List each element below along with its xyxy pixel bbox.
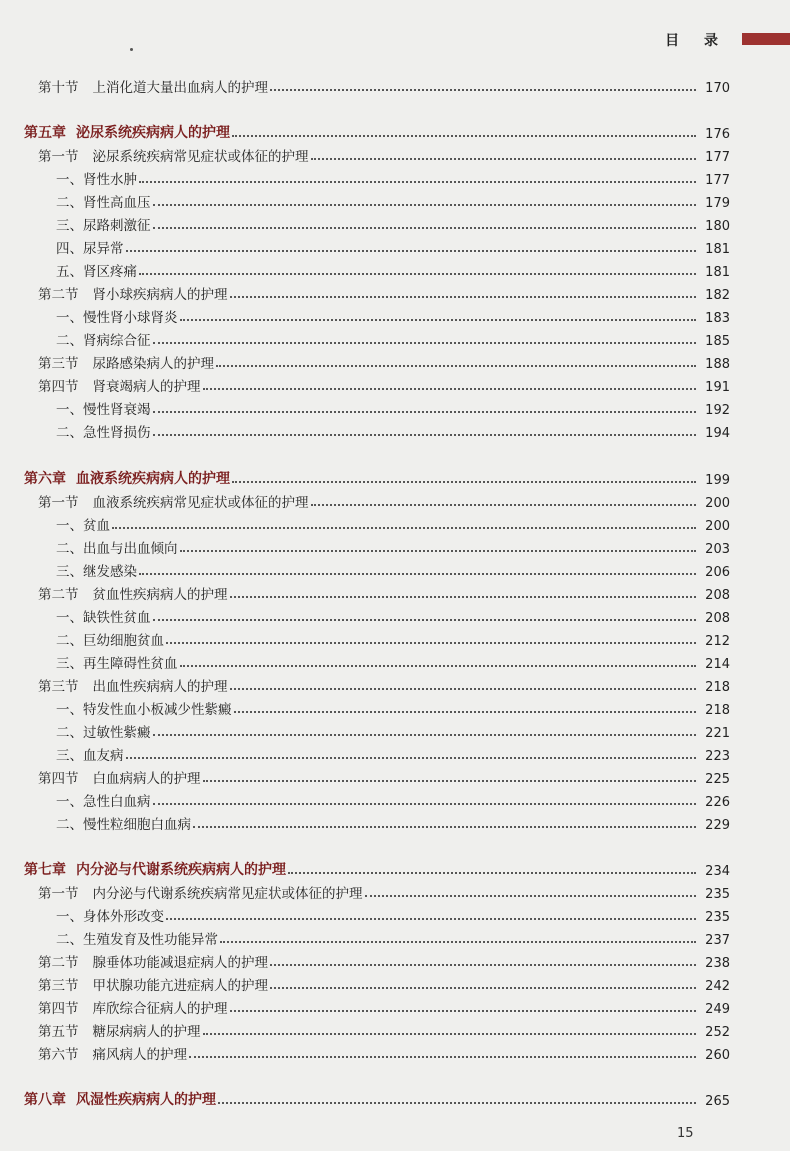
toc-entry-label (56, 537, 180, 557)
toc-entry-page: 192 (705, 403, 730, 418)
toc-entry-label (56, 813, 193, 833)
toc-entry-title: 风湿性疾病病人的护理 (76, 1092, 216, 1108)
toc-entry-label (56, 652, 180, 672)
toc-entry-label (56, 790, 153, 810)
toc-entry-page: 200 (705, 519, 730, 534)
toc-entry-label (56, 398, 153, 418)
dot-leader (203, 388, 697, 390)
toc-entry-title: 三、血友病 (56, 748, 124, 764)
toc-entry-page: 179 (705, 196, 730, 211)
toc-entry-number: 第五节 (38, 1024, 79, 1040)
toc-entry-page: 252 (705, 1025, 730, 1040)
dot-leader (139, 273, 696, 275)
dot-leader (220, 941, 696, 943)
toc-entry-item (56, 398, 730, 418)
toc-entry-label (24, 122, 232, 142)
toc-entry-number: 第五章 (24, 125, 66, 141)
toc-entry-label (38, 352, 216, 372)
toc-entry-section (38, 491, 730, 511)
toc-entry-number: 第四节 (38, 1001, 79, 1017)
toc-entry-section (38, 1043, 730, 1063)
toc-entry-section (38, 767, 730, 787)
toc-entry-title: 二、巨幼细胞贫血 (56, 633, 164, 649)
toc-entry-item (56, 560, 730, 580)
dot-leader (139, 181, 696, 183)
dot-leader (153, 619, 697, 621)
toc-entry-title: 四、尿异常 (56, 241, 124, 257)
toc-entry-label (56, 421, 153, 441)
toc-entry-page: 218 (705, 703, 730, 718)
toc-entry-title: 内分泌与代谢系统疾病病人的护理 (76, 862, 286, 878)
toc-entry-item (56, 606, 730, 626)
toc-entry-label (38, 491, 311, 511)
toc-entry-item (56, 813, 730, 833)
toc-entry-label (56, 514, 112, 534)
toc-entry-page: 260 (705, 1048, 730, 1063)
toc-entry-section (38, 997, 730, 1017)
toc-entry-label (38, 583, 230, 603)
toc-entry-label (56, 606, 153, 626)
toc-entry-section (38, 145, 730, 165)
toc-entry-title: 二、出血与出血倾向 (56, 541, 178, 557)
dot-leader (126, 250, 697, 252)
toc-entry-number: 第一节 (38, 886, 79, 902)
toc-entry-page: 237 (705, 933, 730, 948)
toc-entry-title: 三、继发感染 (56, 564, 137, 580)
dot-leader (153, 227, 697, 229)
toc-entry-item (56, 168, 730, 188)
toc-entry-page: 235 (705, 910, 730, 925)
toc-entry-label (56, 928, 220, 948)
toc-entry-number: 第三节 (38, 679, 79, 695)
toc-entry-item (56, 698, 730, 718)
toc-entry-label (56, 237, 126, 257)
toc-entry-label (56, 744, 126, 764)
toc-entry-item (56, 928, 730, 948)
toc-entry-label (24, 468, 232, 488)
toc-entry-title: 一、慢性肾小球肾炎 (56, 310, 178, 326)
toc-entry-label (56, 306, 180, 326)
toc-entry-item (56, 652, 730, 672)
toc-entry-number: 第一节 (38, 495, 79, 511)
toc-entry-item (56, 421, 730, 441)
toc-entry-item (56, 214, 730, 234)
toc-entry-label (38, 76, 270, 96)
toc-entry-number: 第三节 (38, 978, 79, 994)
toc-entry-title: 一、肾性水肿 (56, 172, 137, 188)
toc-entry-page: 181 (705, 242, 730, 257)
toc-entry-number: 第七章 (24, 862, 66, 878)
toc-entry-title: 内分泌与代谢系统疾病常见症状或体征的护理 (92, 886, 363, 902)
toc-entry-label (56, 721, 153, 741)
toc-entry-label (38, 283, 230, 303)
dot-leader (216, 365, 696, 367)
toc-entry-title: 血液系统疾病常见症状或体征的护理 (92, 495, 309, 511)
toc-entry-number: 第二节 (38, 287, 79, 303)
toc-entry-section (38, 974, 730, 994)
dot-leader (288, 872, 696, 874)
toc-entry-section (38, 951, 730, 971)
toc-entry-page: 194 (705, 426, 730, 441)
toc-entry-page: 208 (705, 588, 730, 603)
toc-entry-number: 第二节 (38, 955, 79, 971)
toc-entry-item (56, 744, 730, 764)
toc-entry-title: 肾衰竭病人的护理 (92, 379, 201, 395)
toc-entry-section (38, 583, 730, 603)
dot-leader (230, 688, 697, 690)
toc-entry-page: 177 (705, 173, 730, 188)
toc-entry-page: 199 (705, 473, 730, 488)
toc-entry-number: 第六节 (38, 1047, 79, 1063)
toc-entry-title: 一、慢性肾衰竭 (56, 402, 151, 418)
toc-entry-section (38, 1020, 730, 1040)
toc-entry-chapter (24, 859, 730, 879)
toc-entry-label (38, 675, 230, 695)
toc-entry-page: 235 (705, 887, 730, 902)
toc-entry-label (38, 882, 365, 902)
dot-leader (189, 1056, 696, 1058)
dot-leader (365, 895, 697, 897)
toc-entry-label (56, 214, 153, 234)
dot-leader (203, 1033, 697, 1035)
dot-leader (153, 204, 697, 206)
toc-entry-page: 188 (705, 357, 730, 372)
toc-entry-page: 203 (705, 542, 730, 557)
dot-leader (232, 135, 696, 137)
toc-entry-title: 一、急性白血病 (56, 794, 151, 810)
toc-entry-page: 249 (705, 1002, 730, 1017)
header-color-bar (742, 33, 790, 45)
toc-entry-number: 第四节 (38, 771, 79, 787)
toc-entry-label (38, 951, 270, 971)
toc-entry-label (56, 329, 153, 349)
toc-entry-page: 234 (705, 864, 730, 879)
toc-entry-section (38, 352, 730, 372)
toc-entry-title: 白血病病人的护理 (92, 771, 201, 787)
toc-entry-title: 上消化道大量出血病人的护理 (92, 80, 268, 96)
toc-entry-label (56, 560, 139, 580)
toc-entry-page: 214 (705, 657, 730, 672)
dot-leader (203, 780, 697, 782)
toc-entry-label (56, 698, 234, 718)
toc-entry-page: 182 (705, 288, 730, 303)
toc-entry-title: 二、急性肾损伤 (56, 425, 151, 441)
toc-entry-label (38, 1020, 203, 1040)
toc-entry-title: 一、身体外形改变 (56, 909, 164, 925)
toc-entry-chapter (24, 1089, 730, 1109)
toc-entry-number: 第四节 (38, 379, 79, 395)
toc-entry-title: 泌尿系统疾病常见症状或体征的护理 (92, 149, 309, 165)
toc-entry-page: 218 (705, 680, 730, 695)
toc-entry-item (56, 905, 730, 925)
toc-entry-page: 238 (705, 956, 730, 971)
toc-entry-item (56, 329, 730, 349)
toc-entry-page: 229 (705, 818, 730, 833)
toc-entry-title: 腺垂体功能减退症病人的护理 (92, 955, 268, 971)
toc-entry-page: 226 (705, 795, 730, 810)
dot-leader (230, 1010, 697, 1012)
toc-entry-page: 180 (705, 219, 730, 234)
toc-entry-item (56, 260, 730, 280)
dot-leader (112, 527, 696, 529)
page-header (0, 30, 790, 50)
dot-leader (180, 665, 697, 667)
toc-entry-label (24, 859, 288, 879)
dot-leader (153, 411, 697, 413)
toc-entry-label (38, 997, 230, 1017)
toc-entry-number: 第三节 (38, 356, 79, 372)
toc-entry-label (56, 629, 166, 649)
dot-leader (270, 964, 696, 966)
toc-entry-title: 二、慢性粒细胞白血病 (56, 817, 191, 833)
toc-entry-item (56, 537, 730, 557)
dot-leader (166, 642, 696, 644)
toc-entry-title: 出血性疾病病人的护理 (92, 679, 228, 695)
toc-entry-label (56, 191, 153, 211)
toc-entry-title: 一、缺铁性贫血 (56, 610, 151, 626)
dot-leader (193, 826, 696, 828)
toc-entry-page: 206 (705, 565, 730, 580)
dot-leader (311, 504, 697, 506)
toc-entry-title: 痛风病人的护理 (92, 1047, 187, 1063)
toc-entry-page: 265 (705, 1094, 730, 1109)
dot-leader (234, 711, 697, 713)
toc-entry-section (38, 375, 730, 395)
toc-entry-label (38, 375, 203, 395)
toc-entry-title: 尿路感染病人的护理 (92, 356, 214, 372)
toc-entry-item (56, 306, 730, 326)
dot-leader (230, 296, 697, 298)
dot-leader (270, 89, 696, 91)
dot-leader (153, 342, 697, 344)
header-title: 目 录 (665, 33, 728, 49)
toc-entry-page: 185 (705, 334, 730, 349)
dot-leader (180, 319, 697, 321)
toc-entry-page: 212 (705, 634, 730, 649)
toc-entry-item (56, 790, 730, 810)
toc-entry-label (24, 1089, 218, 1109)
toc-entry-title: 二、过敏性紫癜 (56, 725, 151, 741)
toc-entry-page: 176 (705, 127, 730, 142)
dot-leader (180, 550, 697, 552)
toc-entry-label (38, 145, 311, 165)
dot-leader (270, 987, 696, 989)
dot-leader (311, 158, 697, 160)
dot-leader (153, 434, 697, 436)
toc-entry-page: 177 (705, 150, 730, 165)
toc-entry-page: 181 (705, 265, 730, 280)
dot-leader (126, 757, 697, 759)
toc-entry-label (38, 974, 270, 994)
toc-entry-item (56, 191, 730, 211)
toc-entry-label (38, 767, 203, 787)
toc-entry-title: 一、贫血 (56, 518, 110, 534)
toc-entry-title: 三、再生障碍性贫血 (56, 656, 178, 672)
print-speck (130, 48, 133, 51)
dot-leader (232, 481, 696, 483)
toc-entry-label (56, 168, 139, 188)
toc-entry-page: 170 (705, 81, 730, 96)
toc-entry-number: 第二节 (38, 587, 79, 603)
toc-entry-number: 第八章 (24, 1092, 66, 1108)
toc-entry-number: 第六章 (24, 471, 66, 487)
toc-entry-title: 五、肾区疼痛 (56, 264, 137, 280)
toc-entry-title: 贫血性疾病病人的护理 (92, 587, 228, 603)
dot-leader (218, 1102, 696, 1104)
toc-entry-page: 208 (705, 611, 730, 626)
toc-entry-section (38, 283, 730, 303)
toc-entry-chapter (24, 468, 730, 488)
toc-entry-page: 225 (705, 772, 730, 787)
toc-entry-title: 三、尿路刺激征 (56, 218, 151, 234)
toc-entry-title: 肾小球疾病病人的护理 (92, 287, 228, 303)
toc-entry-label (56, 905, 166, 925)
toc-entry-item (56, 721, 730, 741)
toc-entry-title: 二、生殖发育及性功能异常 (56, 932, 218, 948)
toc-entry-title: 糖尿病病人的护理 (92, 1024, 201, 1040)
dot-leader (166, 918, 696, 920)
toc-entry-page: 223 (705, 749, 730, 764)
toc-entry-label (56, 260, 139, 280)
toc-entry-page: 200 (705, 496, 730, 511)
toc-entry-page: 221 (705, 726, 730, 741)
toc-entry-title: 甲状腺功能亢进症病人的护理 (92, 978, 268, 994)
toc-entry-chapter (24, 122, 730, 142)
toc-entry-page: 183 (705, 311, 730, 326)
toc-entry-section (38, 675, 730, 695)
toc-entry-section (38, 76, 730, 96)
toc-entry-item (56, 629, 730, 649)
toc-entry-number: 第十节 (38, 80, 79, 96)
toc-entry-title: 二、肾性高血压 (56, 195, 151, 211)
dot-leader (139, 573, 696, 575)
page-number: 15 (677, 1126, 694, 1141)
toc-entry-title: 一、特发性血小板减少性紫癜 (56, 702, 232, 718)
toc-entry-title: 泌尿系统疾病病人的护理 (76, 125, 230, 141)
toc-entry-title: 二、肾病综合征 (56, 333, 151, 349)
toc-entry-page: 191 (705, 380, 730, 395)
toc-entry-section (38, 882, 730, 902)
dot-leader (230, 596, 697, 598)
toc-entry-number: 第一节 (38, 149, 79, 165)
toc-entry-item (56, 514, 730, 534)
dot-leader (153, 803, 697, 805)
toc-entry-page: 242 (705, 979, 730, 994)
dot-leader (153, 734, 697, 736)
toc-entry-item (56, 237, 730, 257)
toc-entry-label (38, 1043, 189, 1063)
toc-entry-title: 库欣综合征病人的护理 (92, 1001, 228, 1017)
toc-entry-title: 血液系统疾病病人的护理 (76, 471, 230, 487)
